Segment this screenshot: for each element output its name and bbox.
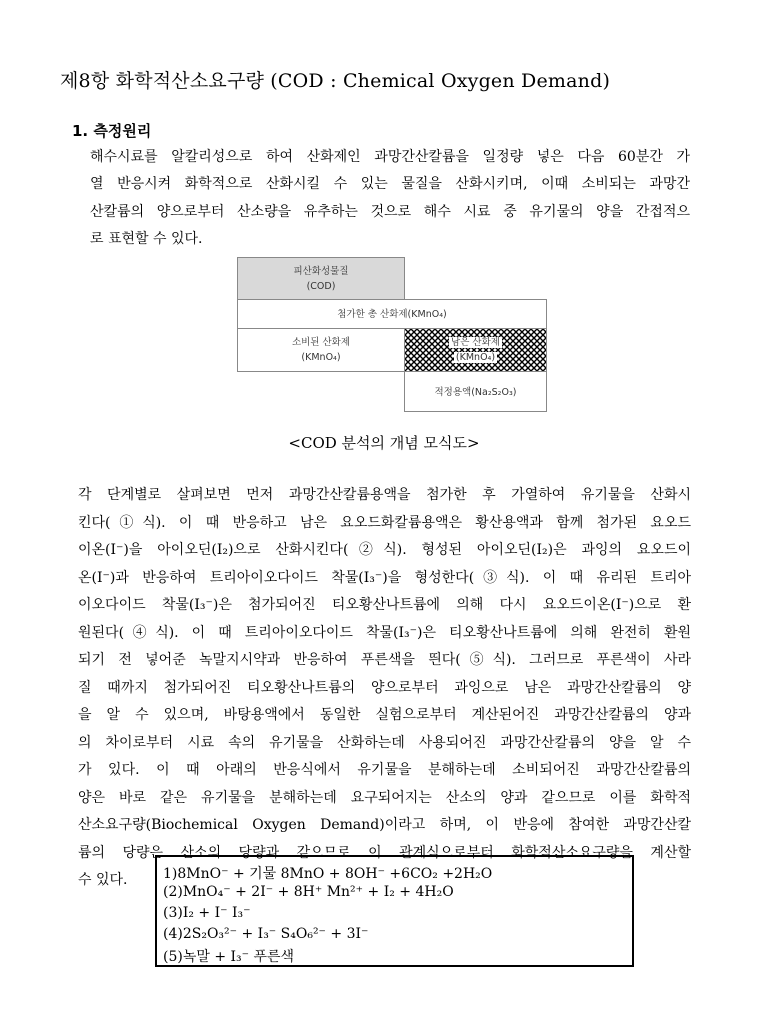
body-line: 킨다(①식). 이 때 반응하고 남은 요오드화칼륨용액은 황산용액과 함께 첨가된 요오드: [78, 514, 691, 531]
equation-4: (4)2S₂O₃²⁻ + I₃⁻ S₄O₆²⁻ + 3I⁻: [163, 926, 369, 942]
total-oxidant-label: 첨가한 총 산화제(KMnO₄): [337, 309, 447, 320]
body-line: 질 때까지 첨가되어진 티오황산나트륨의 양으로부터 과잉으로 남은 과망간산칼륨의 양: [78, 679, 691, 696]
cod-concept-diagram: [237, 257, 547, 412]
remaining-label-1: 남은 산화제: [451, 337, 500, 348]
titrant-label: 적정용액(Na₂S₂O₃): [434, 387, 517, 398]
equation-5: (5)녹말 + I₃⁻ 푸른색: [163, 949, 295, 965]
intro-line: 열 반응시켜 화학적으로 산화시킬 수 있는 물질을 산화시키며, 이때 소비되는 과망간: [90, 176, 690, 193]
reaction-equations-box: [155, 855, 634, 967]
remaining-label-2: (KMnO₄): [455, 352, 496, 363]
total-oxidant-box: [237, 299, 547, 329]
equation-1: 1)8MnO⁻ + 기물 8MnO + 8OH⁻ +6CO₂ +2H₂O: [163, 866, 493, 882]
intro-paragraph: [90, 144, 690, 253]
body-paragraph: [78, 482, 691, 895]
body-line: 이오다이드 착물(I₃⁻)은 첨가되어진 티오황산나트륨에 의해 다시 요오드이온(I⁻)으로 환: [78, 597, 691, 613]
consumed-label-1: 소비된 산화제: [291, 337, 351, 348]
unoxidized-substance-box: [237, 257, 405, 300]
titrant-box: [404, 371, 547, 412]
equation-2: (2)MnO₄⁻ + 2I⁻ + 8H⁺ Mn²⁺ + I₂ + 4H₂O: [163, 884, 454, 900]
body-line: 되기 전 넣어준 녹말지시약과 반응하여 푸른색을 띈다(⑤식). 그러므로 푸른색이 사라: [78, 652, 691, 668]
body-line: 원된다(④식). 이 때 트리아이오다이드 착물(I₃⁻)은 티오황산나트륨에 의해 완전히 환원: [78, 624, 691, 641]
page-title: 제8항 화학적산소요구량 (COD : Chemical Oxygen Demand): [60, 70, 611, 92]
section-heading: 1. 측정원리: [72, 122, 152, 140]
equation-3: (3)I₂ + I⁻ I₃⁻: [163, 905, 251, 921]
remaining-oxidant-box: [404, 328, 547, 372]
body-line: 각 단계별로 살펴보면 먼저 과망간산칼륨용액을 첨가한 후 가열하여 유기물을 산화시: [78, 487, 691, 503]
diagram-caption: <COD 분석의 개념 모식도>: [288, 434, 480, 452]
body-line: 양은 바로 같은 유기물을 분해하는데 요구되어지는 산소의 양과 같으므로 이를 화학적: [78, 789, 691, 806]
body-line: 수 있다.: [78, 872, 128, 888]
intro-line: 로 표현할 수 있다.: [90, 230, 203, 247]
consumed-label-2: (KMnO₄): [301, 352, 341, 363]
intro-line: 산칼륨의 양으로부터 산소량을 유추하는 것으로 해수 시료 중 유기물의 양을 간접적으: [90, 203, 690, 220]
consumed-oxidant-box: [237, 328, 405, 372]
body-line: 온(I⁻)과 반응하여 트리아이오다이드 착물(I₃⁻)을 형성한다(③식). 이 때 유리된 트리아: [78, 569, 691, 586]
body-line: 을 알 수 있으며, 바탕용액에서 동일한 실험으로부터 계산된어진 과망간산칼륨의 양과: [78, 707, 691, 723]
unoxidized-label-2: (COD): [306, 281, 336, 292]
body-line: 산소요구량(Biochemical Oxygen Demand)이라고 하며, 이 반응에 참여한 과망간산칼: [78, 817, 691, 833]
body-line: 이온(I⁻)을 아이오딘(I₂)으로 산화시킨다(②식). 형성된 아이오딘(I₂)은 과잉의 요오드이: [78, 542, 691, 558]
intro-line: 해수시료를 알칼리성으로 하여 산화제인 과망간산칼륨을 일정량 넣은 다음 60분간 가: [90, 149, 690, 165]
body-line: 륨의 당량은 산소의 당량과 같으므로 이 관계식으로부터 화학적산소요구량을 계산할: [78, 844, 691, 861]
body-line: 의 차이로부터 시료 속의 유기물을 산화하는데 사용되어진 과망간산칼륨의 양을 알 수: [78, 734, 691, 751]
unoxidized-label-1: 피산화성물질: [293, 266, 349, 277]
body-line: 가 있다. 이 때 아래의 반응식에서 유기물을 분해하는데 소비되어진 과망간산칼륨의: [78, 762, 691, 778]
